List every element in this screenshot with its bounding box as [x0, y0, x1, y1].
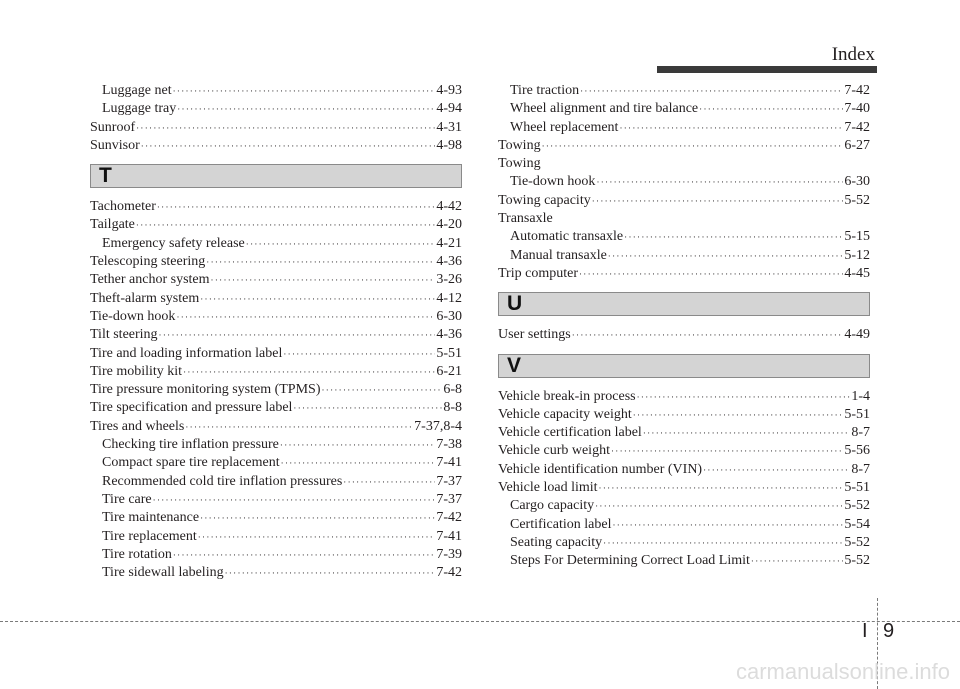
entry-page-ref[interactable]: 5-15: [844, 229, 870, 245]
index-entry[interactable]: [90, 436, 462, 454]
leader-dots: [176, 308, 435, 326]
index-entry[interactable]: [90, 119, 462, 137]
entry-label: Tire maintenance: [102, 510, 200, 526]
entry-page-ref[interactable]: 4-36: [436, 254, 462, 270]
entry-label: Recommended cold tire inflation pressures: [102, 473, 343, 489]
index-entry[interactable]: [90, 473, 462, 491]
index-entry[interactable]: [498, 461, 870, 479]
entry-label: Luggage net: [102, 83, 172, 98]
leader-dots: [136, 119, 435, 137]
entry-page-ref[interactable]: 4-94: [436, 101, 462, 117]
entry-page-ref[interactable]: 7-41: [436, 455, 462, 471]
index-entry[interactable]: [90, 546, 462, 564]
entry-page-ref[interactable]: 7-37,8-4: [414, 418, 462, 434]
index-entry[interactable]: [90, 491, 462, 509]
leader-dots: [173, 82, 436, 100]
index-entry[interactable]: [498, 210, 870, 228]
leader-dots: [637, 388, 851, 406]
leader-dots: [643, 424, 851, 442]
entry-label: Vehicle load limit: [498, 480, 598, 496]
entry-page-ref[interactable]: 5-12: [844, 247, 870, 263]
leader-dots: [177, 100, 435, 118]
entry-label: Towing: [498, 156, 541, 172]
leader-dots: [579, 265, 843, 283]
entry-label: Theft-alarm system: [90, 290, 200, 306]
leader-dots: [611, 442, 843, 460]
index-entry[interactable]: [498, 247, 870, 265]
entry-label: Tilt steering: [90, 327, 158, 343]
index-entry[interactable]: [90, 509, 462, 527]
index-entry[interactable]: [90, 399, 462, 417]
entry-page-ref[interactable]: 5-51: [844, 480, 870, 496]
leader-dots: [206, 253, 435, 271]
leader-dots: [136, 216, 435, 234]
entry-label: Tachometer: [90, 199, 156, 215]
leader-dots: [225, 564, 436, 582]
entry-page-ref[interactable]: 4-93: [436, 83, 462, 98]
entry-page-ref[interactable]: 8-7: [851, 461, 870, 477]
entry-label: Tire replacement: [102, 528, 197, 544]
leader-dots: [599, 479, 844, 497]
entry-label: Tire mobility kit: [90, 363, 183, 379]
entry-page-ref[interactable]: 5-56: [844, 443, 870, 459]
entry-page-ref[interactable]: 7-40: [844, 101, 870, 117]
leader-dots: [200, 290, 435, 308]
index-column-right: [498, 82, 870, 571]
leader-dots: [159, 326, 436, 344]
entry-page-ref[interactable]: 7-42: [844, 83, 870, 98]
section-header-v: [498, 354, 870, 378]
leader-dots: [280, 436, 435, 454]
entry-page-ref[interactable]: 7-42: [436, 565, 462, 581]
leader-dots: [542, 137, 844, 155]
entry-label: Checking tire inflation pressure: [102, 437, 279, 453]
leader-dots: [572, 326, 844, 344]
leader-dots: [173, 546, 435, 564]
watermark: carmanualsonline.info: [735, 659, 950, 684]
entry-label: Vehicle certification label: [498, 425, 642, 441]
index-entry[interactable]: [498, 155, 870, 173]
entry-page-ref[interactable]: 6-30: [436, 308, 462, 324]
leader-dots: [281, 454, 436, 472]
index-entry[interactable]: [498, 552, 870, 570]
entry-label: Cargo capacity: [510, 498, 595, 514]
entry-label: Sunvisor: [90, 137, 140, 153]
entry-page-ref[interactable]: 7-42: [436, 510, 462, 526]
entry-label: Tire specification and pressure label: [90, 400, 293, 416]
entry-page-ref[interactable]: 4-45: [844, 265, 870, 281]
footer-divider: [0, 621, 960, 622]
leader-dots: [699, 100, 843, 118]
entry-page-ref[interactable]: 4-31: [436, 119, 462, 135]
leader-dots: [200, 509, 435, 527]
entry-page-ref[interactable]: 5-52: [844, 553, 870, 569]
index-entry[interactable]: [90, 454, 462, 472]
index-entry[interactable]: [498, 516, 870, 534]
leader-dots: [596, 173, 843, 191]
index-entry[interactable]: [90, 418, 462, 436]
entry-label: Vehicle identification number (VIN): [498, 461, 703, 477]
entry-label: Tire rotation: [102, 546, 172, 562]
leader-dots: [183, 363, 435, 381]
entry-label: User settings: [498, 327, 571, 343]
index-entry[interactable]: [498, 497, 870, 515]
footer-chapter: I: [862, 620, 868, 642]
leader-dots: [580, 82, 843, 100]
leader-dots: [633, 406, 844, 424]
index-entry[interactable]: [498, 406, 870, 424]
entry-label: Tire pressure monitoring system (TPMS): [90, 382, 321, 398]
leader-dots: [141, 137, 436, 155]
entry-label: Vehicle break-in process: [498, 388, 636, 404]
index-entry[interactable]: [498, 388, 870, 406]
index-entry[interactable]: [498, 119, 870, 137]
entry-page-ref[interactable]: 4-42: [436, 199, 462, 215]
entry-label: Tire and loading information label: [90, 345, 283, 361]
entry-label: Compact spare tire replacement: [102, 455, 280, 471]
section-header-u: [498, 292, 870, 316]
entry-label: Seating capacity: [510, 534, 603, 550]
entry-label: Automatic transaxle: [510, 229, 624, 245]
entry-label: Telescoping steering: [90, 254, 206, 270]
entry-label: Tie-down hook: [510, 174, 596, 190]
leader-dots: [157, 198, 435, 216]
entry-page-ref[interactable]: 6-27: [844, 137, 870, 153]
entry-label: Tires and wheels: [90, 418, 185, 434]
entry-page-ref[interactable]: 6-21: [436, 363, 462, 379]
index-entry[interactable]: [498, 137, 870, 155]
index-entry[interactable]: [90, 564, 462, 582]
index-entry[interactable]: [90, 271, 462, 289]
leader-dots: [198, 528, 436, 546]
entry-label: Towing capacity: [498, 192, 591, 208]
entry-label: Tire sidewall labeling: [102, 565, 224, 581]
index-entry[interactable]: [90, 216, 462, 234]
entry-label: Sunroof: [90, 119, 136, 135]
leader-dots: [703, 461, 850, 479]
index-entry[interactable]: [498, 82, 870, 100]
entry-page-ref[interactable]: 7-41: [436, 528, 462, 544]
entry-page-ref[interactable]: 7-38: [436, 437, 462, 453]
entry-page-ref[interactable]: 8-8: [443, 400, 462, 416]
footer-page-number: 9: [883, 620, 895, 642]
entry-label: Wheel alignment and tire balance: [510, 101, 699, 117]
entry-page-ref[interactable]: 4-36: [436, 327, 462, 343]
entry-label: Tire traction: [510, 83, 580, 98]
index-entry[interactable]: [90, 82, 462, 100]
entry-page-ref[interactable]: 7-42: [844, 119, 870, 135]
entry-page-ref[interactable]: 5-52: [844, 534, 870, 550]
entry-page-ref[interactable]: 7-37: [436, 491, 462, 507]
leader-dots: [603, 534, 843, 552]
entry-page-ref[interactable]: 5-52: [844, 498, 870, 514]
index-entry[interactable]: [90, 326, 462, 344]
entry-page-ref[interactable]: 3-26: [436, 272, 462, 288]
index-entry[interactable]: [498, 173, 870, 191]
index-entry[interactable]: [498, 265, 870, 283]
entry-label: Vehicle curb weight: [498, 443, 610, 459]
entry-page-ref[interactable]: 4-12: [436, 290, 462, 306]
index-entry[interactable]: [498, 100, 870, 118]
section-letter: V: [507, 353, 522, 377]
entry-label: Tailgate: [90, 217, 135, 233]
leader-dots: [343, 473, 435, 491]
index-entry[interactable]: [498, 228, 870, 246]
index-entry[interactable]: [498, 479, 870, 497]
index-entry[interactable]: [90, 381, 462, 399]
leader-dots: [612, 516, 843, 534]
index-entry[interactable]: [90, 137, 462, 155]
entry-page-ref[interactable]: 6-8: [443, 382, 462, 398]
leader-dots: [608, 247, 844, 265]
leader-dots: [592, 192, 844, 210]
entry-page-ref[interactable]: 5-54: [844, 516, 870, 532]
index-entry[interactable]: [498, 326, 870, 344]
entry-page-ref[interactable]: 1-4: [851, 388, 870, 404]
index-entry[interactable]: [90, 290, 462, 308]
index-entry[interactable]: [498, 442, 870, 460]
leader-dots: [211, 271, 436, 289]
index-entry[interactable]: [90, 528, 462, 546]
header-bar: [657, 66, 877, 73]
index-entry[interactable]: [90, 198, 462, 216]
leader-dots: [293, 399, 442, 417]
entry-label: Certification label: [510, 516, 612, 532]
index-entry[interactable]: [498, 192, 870, 210]
leader-dots: [595, 497, 843, 515]
entry-label: Manual transaxle: [510, 247, 607, 263]
entry-page-ref[interactable]: 5-52: [844, 192, 870, 208]
index-column-left: [90, 82, 462, 582]
entry-label: Wheel replacement: [510, 119, 619, 135]
section-header-t: [90, 164, 462, 188]
entry-label: Tire care: [102, 491, 152, 507]
index-entry[interactable]: [90, 345, 462, 363]
index-entry[interactable]: [90, 100, 462, 118]
entry-page-ref[interactable]: 7-37: [436, 473, 462, 489]
entry-label: Emergency safety release: [102, 235, 245, 251]
index-entry[interactable]: [90, 308, 462, 326]
entry-label: Tether anchor system: [90, 272, 210, 288]
leader-dots: [153, 491, 436, 509]
entry-page-ref[interactable]: 5-51: [844, 406, 870, 422]
page-header-title: Index: [831, 44, 875, 65]
entry-label: Transaxle: [498, 211, 553, 227]
leader-dots: [283, 345, 435, 363]
leader-dots: [246, 235, 436, 253]
index-entry[interactable]: [90, 253, 462, 271]
entry-page-ref[interactable]: 6-30: [844, 174, 870, 190]
entry-label: Luggage tray: [102, 101, 177, 117]
entry-page-ref[interactable]: 4-49: [844, 327, 870, 343]
leader-dots: [624, 228, 843, 246]
entry-label: Trip computer: [498, 265, 578, 281]
entry-page-ref[interactable]: 8-7: [851, 425, 870, 441]
index-entry[interactable]: [498, 424, 870, 442]
entry-page-ref[interactable]: 4-21: [436, 235, 462, 251]
index-entry[interactable]: [498, 534, 870, 552]
entry-label: Tie-down hook: [90, 308, 176, 324]
entry-label: Vehicle capacity weight: [498, 406, 632, 422]
entry-page-ref[interactable]: 5-51: [436, 345, 462, 361]
index-entry[interactable]: [90, 235, 462, 253]
entry-label: Steps For Determining Correct Load Limit: [510, 553, 750, 569]
entry-page-ref[interactable]: 4-20: [436, 217, 462, 233]
entry-page-ref[interactable]: 7-39: [436, 546, 462, 562]
leader-dots: [185, 418, 413, 436]
leader-dots: [321, 381, 442, 399]
index-entry[interactable]: [90, 363, 462, 381]
entry-page-ref[interactable]: 4-98: [436, 137, 462, 153]
section-letter: U: [507, 292, 523, 316]
section-letter: T: [99, 164, 112, 188]
entry-label: Towing: [498, 137, 541, 153]
leader-dots: [619, 119, 843, 137]
leader-dots: [751, 552, 843, 570]
